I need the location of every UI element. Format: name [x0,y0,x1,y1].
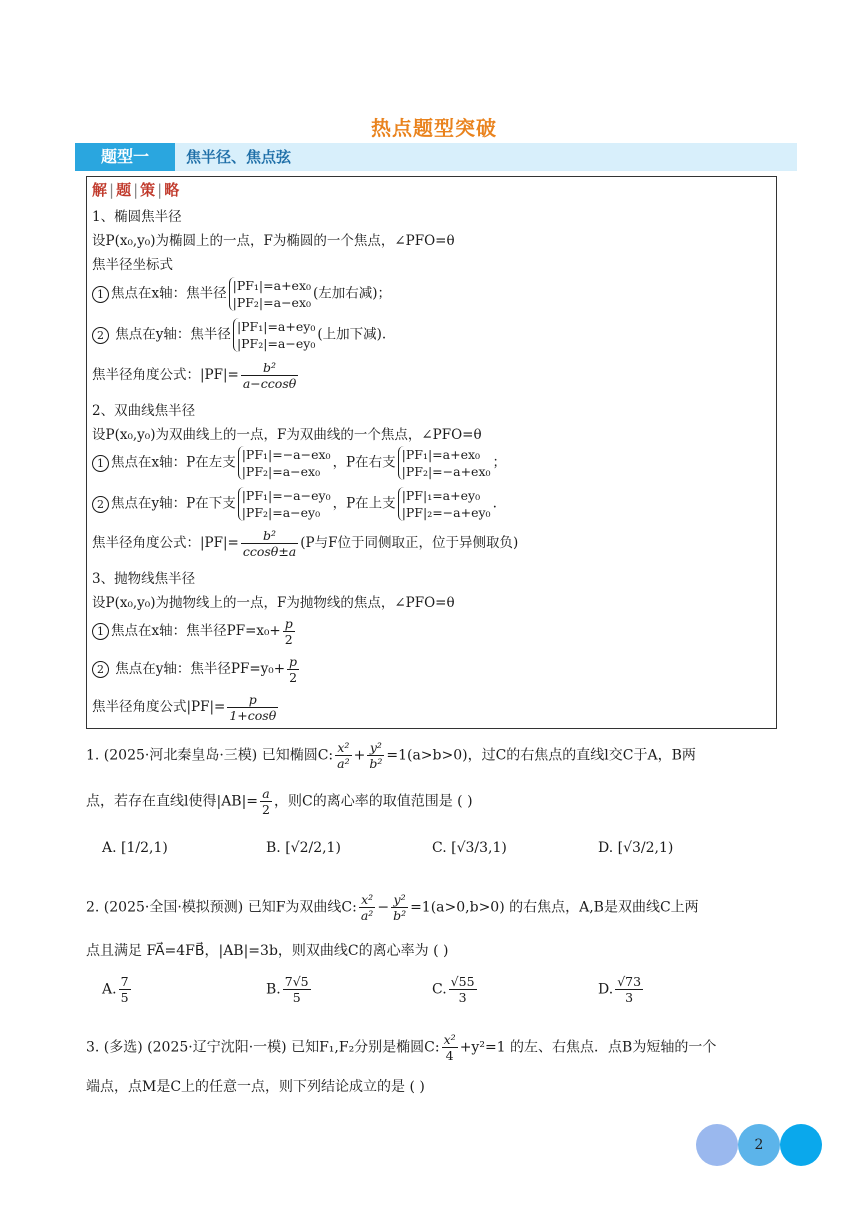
parabola-heading: 3、抛物线焦半径 [92,571,196,587]
section-subtitle: 焦半径、焦点弦 [186,148,292,166]
strategy-heading: 解 | 题 | 策 | 略 [92,181,180,199]
q1-option-d[interactable]: D. [√3/2,1) [598,840,674,856]
hyperbola-heading: 2、双曲线焦半径 [92,403,196,419]
parabola-y-focus: 2 焦点在y轴：焦半径PF=y₀+ $\frac{p}{2}$ [92,654,301,685]
q2-option-c[interactable]: C. $\frac{√55}{3}$ [432,974,475,1005]
coord-heading: 焦半径坐标式 [92,257,173,273]
question-3-line-2: 端点，点M是C上的任意一点，则下列结论成立的是 ( ) [86,1079,425,1095]
question-2-line-1: 2. (2025·全国·模拟预测) 已知F为双曲线C: $\frac{\text{x²}}{\text{a²}}$ − $\frac{\text{y²}}{\text{b²}}$ =1(a>0,b>0) 的右焦点，A,B是双曲线C上两 [86,892,699,923]
hyperbola-angle-formula: 焦半径角度公式：|PF|= $\frac{\text{b²}}{ccos\theta\pm a}$ (P与F位于同侧取正，位于异侧取负) [92,528,519,559]
hyperbola-x-focus: 1 焦点在x轴：P在左支 |PF₁|=−a−ex₀ |PF₂|=a−ex₀，P在右支 |PF₁|=a+ex₀ |PF₂|=−a+ex₀； [92,446,506,480]
ellipse-angle-formula: 焦半径角度公式：|PF|= $\frac{\text{b²}}{a-ccos\theta}$ [92,360,297,391]
ellipse-y-focus: 2 焦点在y轴：焦半径 |PF₁|=a+ey₀ |PF₂|=a−ey₀(上加下减). [92,318,386,352]
section-label: 题型一 [75,143,175,171]
parabola-angle-formula: 焦半径角度公式|PF|= $\frac{p}{1+\cos\theta}$ [92,692,277,723]
question-1-line-1: 1. (2025·河北秦皇岛·三模) 已知椭圆C: $\frac{\text{x²}}{\text{a²}}$ + $\frac{\text{y²}}{\text{b²}}$ =1(a>b>0)，过C的右焦点的直线l交C于A，B两 [86,740,696,771]
section-header-bar [75,143,797,171]
question-2-line-2: 点且满足 FA⃗=4FB⃗，|AB|=3b，则双曲线C的离心率为 ( ) [86,943,449,959]
q1-option-a[interactable]: A. [1/2,1) [102,840,168,856]
question-3-line-1: 3. (多选) (2025·辽宁沈阳·一模) 已知F₁,F₂分别是椭圆C: $\frac{\text{x²}}{4}$ +y²=1 的左、右焦点．点B为短轴的一个 [86,1032,717,1063]
ellipse-x-focus: 1 焦点在x轴：焦半径 |PF₁|=a+ex₀ |PF₂|=a−ex₀(左加右减)； [92,277,391,311]
q1-option-b[interactable]: B. [√2/2,1) [266,840,341,856]
page-dot-left [696,1124,738,1166]
q2-option-d[interactable]: D. $\frac{√73}{3}$ [598,974,642,1005]
ellipse-setup: 设P(x₀,y₀)为椭圆上的一点，F为椭圆的一个焦点，∠PFO=θ [92,233,455,249]
parabola-setup: 设P(x₀,y₀)为抛物线上的一点，F为抛物线的焦点，∠PFO=θ [92,595,455,611]
page-dot-right [780,1124,822,1166]
ellipse-heading: 1、椭圆焦半径 [92,209,182,225]
q2-option-b[interactable]: B. $\frac{7√5}{5}$ [266,974,309,1005]
page-number: 2 [754,1137,764,1153]
question-1-line-2: 点，若存在直线l使得|AB|= $\frac{a}{2}$ ，则C的离心率的取值范围是 ( ) [86,786,473,817]
parabola-x-focus: 1 焦点在x轴：焦半径PF=x₀+ $\frac{p}{2}$ [92,616,297,647]
hyperbola-setup: 设P(x₀,y₀)为双曲线上的一点，F为双曲线的一个焦点，∠PFO=θ [92,427,482,443]
hyperbola-y-focus: 2 焦点在y轴：P在下支 |PF₁|=−a−ey₀ |PF₂|=a−ey₀，P在上支 |PF|₁=a+ey₀ |PF|₂=−a+ey₀. [92,487,497,521]
q2-option-a[interactable]: A. $\frac{7}{5}$ [102,974,129,1005]
page-title: 热点题型突破 [371,116,497,140]
q1-option-c[interactable]: C. [√3/3,1) [432,840,507,856]
